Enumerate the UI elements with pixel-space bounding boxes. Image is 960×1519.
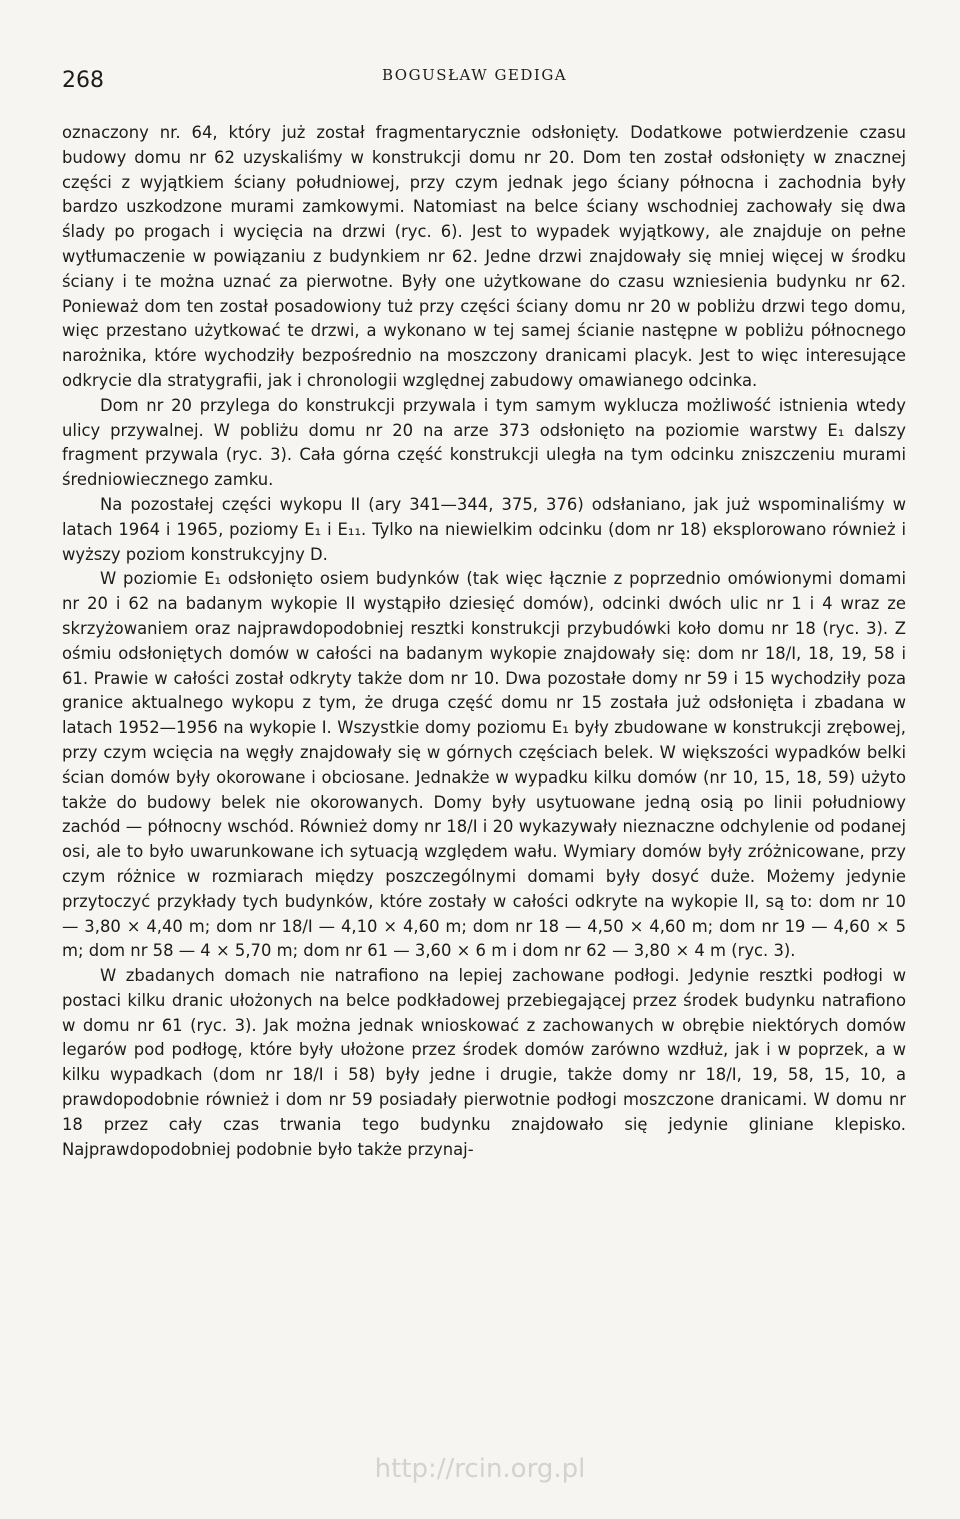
paragraph: oznaczony nr. 64, który już został fragmentarycznie odsłonięty. Dodatkowe potwierdzenie czasu budowy domu nr 62 uzyskaliśmy w konstrukcji domu nr 20. Dom ten został odsłonięty w znacznej części z wyjątkiem ściany południowej, przy czym jednak jego ściany północna i zachodnia były bardzo uszkodzone murami zamkowymi. Natomiast na belce ściany wschodniej zachowały się dwa ślady po progach i wycięcia na drzwi (ryc. 6). Jest to wypadek wyjątkowy, ale znajduje on pełne wytłumaczenie w powiązaniu z budynkiem nr 62. Jedne drzwi znajdowały się mniej więcej w środku ściany i te można uznać za pierwotne. Były one użytkowane do czasu wzniesienia budynku nr 62. Ponieważ dom ten został posadowiony tuż przy części ściany domu nr 20 w pobliżu drzwi tego domu, więc przestano użytkować te drzwi, a wykonano w tej samej ścianie następne w pobliżu północnego narożnika, które wychodziły bezpośrednio na moszczony dranicami placyk. Jest to więc interesujące odkrycie dla stratygrafii, jak i chronologii względnej zabudowy omawianego odcinka.	[62, 123, 906, 390]
watermark-url: http://rcin.org.pl	[374, 1454, 586, 1484]
body-text	[62, 121, 906, 1162]
running-head: BOGUSŁAW GEDIGA	[382, 66, 568, 84]
page	[62, 58, 906, 1162]
paragraph: W poziomie E₁ odsłonięto osiem budynków (tak więc łącznie z poprzednio omówionymi domami nr 20 i 62 na badanym wykopie II wystąpiło dziesięć domów), odcinki dwóch ulic nr 1 i 4 wraz ze skrzyżowaniem oraz najprawdopodobniej resztki konstrukcji przybudówki koło domu nr 18 (ryc. 3). Z ośmiu odsłoniętych domów w całości na badanym wykopie znajdowały się: dom nr 18/I, 18, 19, 58 i 61. Prawie w całości został odkryty także dom nr 10. Dwa pozostałe domy nr 59 i 15 wychodziły poza granice aktualnego wykopu z tym, że druga część domu nr 15 została już odsłonięta i zbadana w latach 1952—1956 na wykopie I. Wszystkie domy poziomu E₁ były zbudowane w konstrukcji zrębowej, przy czym wcięcia na węgły znajdowały się w górnych częściach belek. W większości wypadków belki ścian domów były okorowane i obciosane. Jednakże w wypadku kilku domów (nr 10, 15, 18, 59) użyto także do budowy belek nie okorowanych. Domy były usytuowane jedną osią po linii południowy zachód — północny wschód. Również domy nr 18/I i 20 wykazywały nieznaczne odchylenie od podanej osi, ale to było uwarunkowane ich sytuacją względem wału. Wymiary domów były zróżnicowane, przy czym różnice w rozmiarach między poszczególnymi domami były dosyć duże. Możemy jedynie przytoczyć przykłady tych budynków, które zostały w całości odkryte na wykopie II, są to: dom nr 10 — 3,80 × 4,40 m; dom nr 18/I — 4,10 × 4,60 m; dom nr 18 — 4,50 × 4,60 m; dom nr 19 — 4,60 × 5 m; dom nr 58 — 4 × 5,70 m; dom nr 61 — 3,60 × 6 m i dom nr 62 — 3,80 × 4 m (ryc. 3).	[62, 569, 906, 961]
paragraph: Dom nr 20 przylega do konstrukcji przywala i tym samym wyklucza możliwość istnienia wtedy ulicy przywalnej. W pobliżu domu nr 20 na arze 373 odsłonięto na poziomie warstwy E₁ dalszy fragment przywala (ryc. 3). Cała górna część konstrukcji uległa na tym odcinku zniszczeniu murami średniowiecznego zamku.	[62, 395, 906, 490]
page-header	[62, 58, 906, 108]
paragraph: W zbadanych domach nie natrafiono na lepiej zachowane podłogi. Jedynie resztki podłogi w postaci kilku dranic ułożonych na belce podkładowej przebiegającej przez środek budynku natrafiono w domu nr 61 (ryc. 3). Jak można jednak wnioskować z zachowanych w obrębie niektórych domów legarów pod podłogę, które były ułożone przez środek domów zarówno wzdłuż, jak i w poprzek, a w kilku wypadkach (dom nr 18/I i 58) były jedne i drugie, także domy nr 18/I, 19, 58, 15, 10, a prawdopodobnie również i dom nr 59 posiadały pierwotnie podłogi moszczone dranicami. W domu nr 18 przez cały czas trwania tego budynku znajdowało się jedynie gliniane klepisko. Najprawdopodobniej podobnie było także przynaj-	[62, 966, 906, 1159]
paragraph: Na pozostałej części wykopu II (ary 341—344, 375, 376) odsłaniano, jak już wspominaliśmy w latach 1964 i 1965, poziomy E₁ i E₁₁. Tylko na niewielkim odcinku (dom nr 18) eksplorowano również i wyższy poziom konstrukcyjny D.	[62, 494, 906, 564]
page-number: 268	[62, 68, 104, 93]
